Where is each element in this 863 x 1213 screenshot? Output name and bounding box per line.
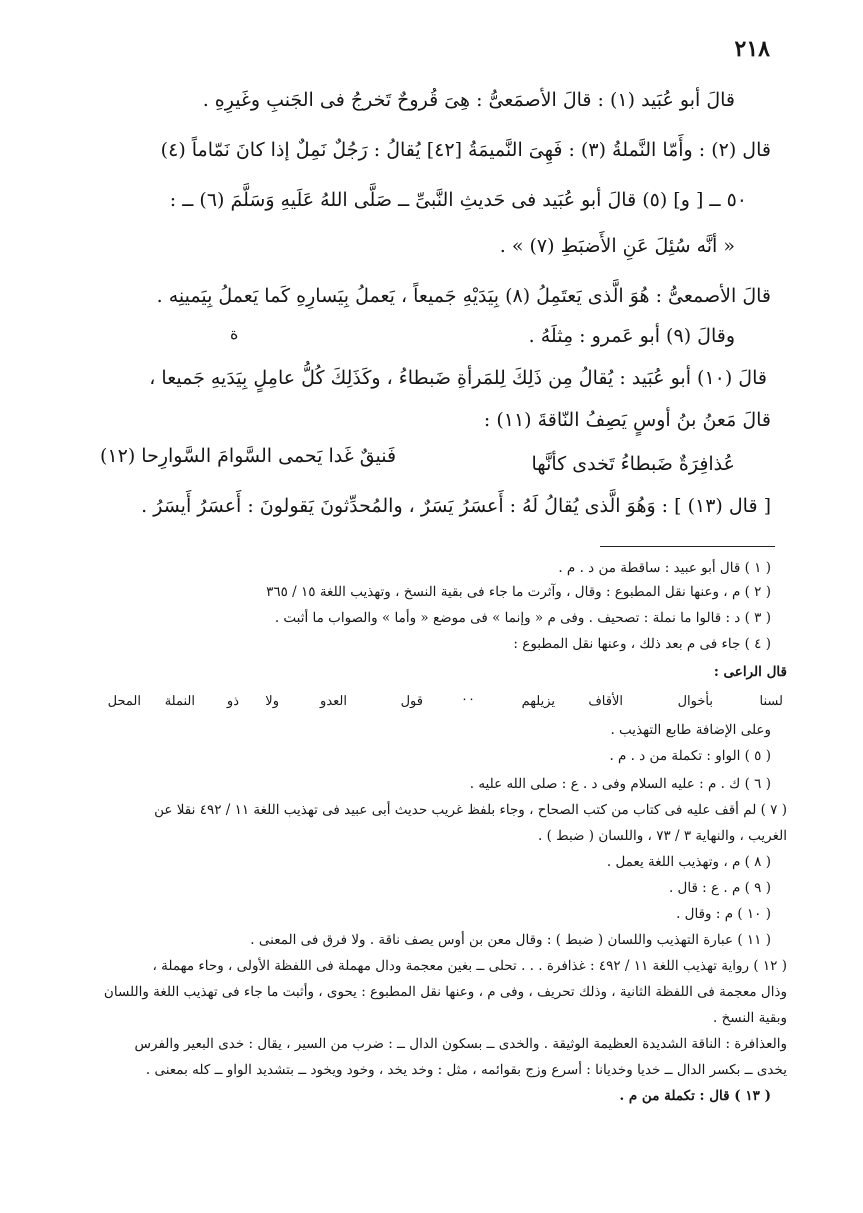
main-line-7: قالَ (١٠) أبو عُبَيد : يُقالُ مِن ذَلِكَ لِلمَرأةِ ضَبطاءُ ، وكَذَلِكَ كُلُّ عامِلٍ بِيَدَيهِ جَميعا ،: [149, 367, 767, 389]
main-line-6: وقالَ (٩) أبو عَمرو : مِثلَهُ .: [528, 325, 735, 347]
main-line-9: [ قال (١٣) ] : وَهُوَ الَّذى يُقالُ لَهُ : أَعسَرُ يَسَرٌ ، والمُحدِّثونَ يَقولونَ : أَعسَرُ أَيسَرُ .: [141, 495, 771, 517]
footnote-rule: [600, 546, 775, 547]
stray-mark: ة: [230, 324, 239, 343]
footnote-8: ( ٨ ) م ، وتهذيب اللغة يعمل .: [606, 854, 771, 870]
poem-word-5: قول: [400, 694, 423, 709]
main-line-2: قال (٢) : وأَمّا النَّملةُ (٣) : فَهِىَ النَّميمَةُ [٤٢] يُقالُ : رَجُلٌ نَمِلٌ إذا كانَ نَمّاماً (٤): [160, 139, 771, 161]
poem-word-10: المحل: [107, 694, 141, 709]
footnote-4-continued: وعلى الإضافة طابع التهذيب .: [610, 722, 771, 738]
main-line-1: قالَ أبو عُبَيد (١) : قالَ الأصمَعىُّ : هِىَ قُروحٌ تَخرجُ فى الجَنبِ وغَيرِهِ .: [202, 89, 735, 111]
verse-left-hemistich: فَنيقٌ غَدا يَحمى السَّوامَ السَّوارِحا (١٢): [100, 445, 397, 467]
poem-word-7: ولا: [265, 694, 279, 709]
gloss-line-2: يخدى ــ بكسر الدال ــ خديا وخديانا : أسرع وزج بقوائمه ، مثل : وخد يخد ، وخود ويخود ــ بتشديد الواو ــ كله بمعنى .: [145, 1062, 787, 1078]
footnote-7-continued: الغريب ، والنهاية ٣ / ٧٣ ، واللسان ( ضبط ) .: [538, 828, 787, 844]
main-line-5: قالَ الأصمعىُّ : هُوَ الَّذى يَعتَمِلُ (٨) بِيَدَيْهِ جَميعاً ، يَعملُ بِيَسارِهِ كَما يَعملُ بِيَمينِه .: [156, 285, 771, 307]
poem-word-6: العدو: [320, 694, 347, 709]
footnote-5: ( ٥ ) الواو : تكملة من د . م .: [609, 748, 771, 764]
main-line-8: قالَ مَعنُ بنُ أوسٍ يَصِفُ النّاقةَ (١١) :: [483, 409, 771, 431]
gloss-line-1: والعذافرة : الناقة الشديدة العظيمة الوثيقة . والخدى ــ بسكون الدال ــ : ضرب من السير ، يقال : خدى البعير والفرس: [134, 1036, 787, 1052]
poem-word-4: يزيلهم: [521, 694, 555, 709]
main-line-4: « أنَّه سُئِلَ عَنِ الأَضبَطِ (٧) » .: [499, 235, 735, 257]
poem-word-9: النملة: [164, 694, 195, 709]
footnote-7: ( ٧ ) لم أقف عليه فى كتاب من كتب الصحاح ، وجاء بلفظ غريب حديث أبى عبيد فى تهذيب اللغة ١١ / ٤٩٢ نقلا عن: [154, 802, 787, 818]
page-number: ٢١٨: [734, 36, 770, 62]
footnote-13: ( ١٣ ) قال : تكملة من م .: [619, 1088, 771, 1104]
footnote-10: ( ١٠ ) م : وقال .: [676, 906, 771, 922]
poem-word-8: ذو: [226, 694, 239, 709]
footnote-poet-label: قال الراعى :: [713, 664, 787, 680]
footnote-4: ( ٤ ) جاء فى م بعد ذلك ، وعنها نقل المطبوع :: [513, 636, 771, 652]
footnote-2: ( ٢ ) م ، وعنها نقل المطبوع : وقال ، وآثرت ما جاء فى بقية النسخ ، وتهذيب اللغة ١٥ / ٣٦٥: [266, 584, 771, 600]
footnote-11: ( ١١ ) عبارة التهذيب واللسان ( ضبط ) : وقال معن بن أوس يصف ناقة . ولا فرق فى المعنى .: [250, 932, 771, 948]
footnote-12: ( ١٢ ) رواية تهذيب اللغة ١١ / ٤٩٢ : غذافرة . . . تحلى ــ بغين معجمة ودال مهملة فى اللفظة الأولى ، وحاء مهملة ،: [152, 958, 787, 974]
poem-word-1: لسنا: [759, 694, 783, 709]
main-line-3: ٥٠ ــ [ و] (٥) قالَ أبو عُبَيد فى حَديثِ النَّبىِّ ــ صَلَّى اللهُ عَلَيهِ وَسَلَّمَ (٦) ــ :: [169, 189, 747, 211]
verse-right-hemistich: عُذافِرَةٌ ضَبطاءُ تَخدى كأنَّها: [531, 453, 735, 475]
poem-separator: ٠٠: [461, 692, 475, 707]
poem-word-2: بأخوال: [677, 694, 713, 709]
footnote-12-continued: وذال معجمة فى اللفظة الثانية ، وذلك تحريف ، وفى م ، وعنها نقل المطبوع : يحوى ، وأثبت ما جاء فى تهذيب اللغة واللسان: [103, 984, 787, 1000]
footnote-3: ( ٣ ) د : قالوا ما نملة : تصحيف . وفى م « وإنما » فى موضع « وأما » والصواب ما أثبت .: [274, 610, 771, 626]
footnote-9: ( ٩ ) م . ع : قال .: [668, 880, 771, 896]
footnote-12-end: وبقية النسخ .: [713, 1010, 787, 1026]
footnote-6: ( ٦ ) ك . م : عليه السلام وفى د . ع : صلى الله عليه .: [469, 776, 771, 792]
footnote-1: ( ١ ) قال أبو عبيد : ساقطة من د . م .: [558, 560, 771, 576]
poem-word-3: الأقاف: [588, 694, 623, 709]
